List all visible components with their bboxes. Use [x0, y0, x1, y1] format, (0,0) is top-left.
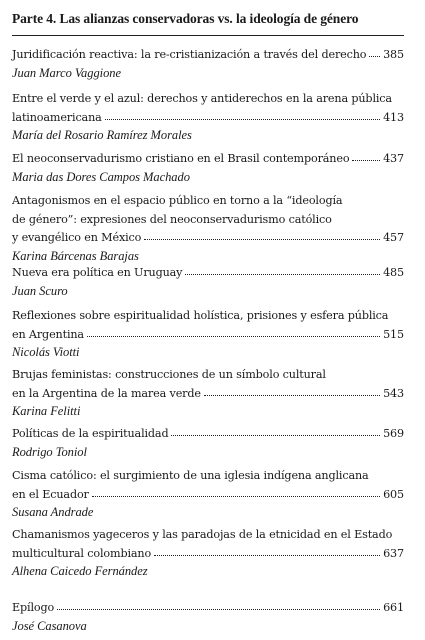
toc-entry[interactable]: [12, 46, 404, 81]
title-line: Epílogo 661: [12, 599, 404, 618]
entry-author: Rodrigo Toniol: [12, 444, 87, 459]
title-line: en el Ecuador 605: [12, 486, 404, 505]
entry-author: Karina Felitti: [12, 404, 81, 418]
page-number: 661: [383, 601, 404, 614]
entry-title: [12, 90, 404, 127]
title-line: Reflexiones sobre espiritualidad holística, prisiones y esfera pública: [12, 309, 389, 322]
entry-title: [12, 526, 404, 563]
page-number: 385: [383, 48, 404, 61]
entry-title: [12, 192, 404, 248]
entry-author: Maria das Dores Campos Machado: [12, 169, 190, 184]
page-number: 437: [383, 152, 404, 165]
heading-divider: [12, 35, 404, 36]
entry-title: [12, 150, 404, 169]
dot-leader: [204, 394, 380, 396]
title-line: Chamanismos yageceros y las paradojas de la etnicidad en el Estado: [12, 528, 393, 541]
dot-leader: [144, 238, 380, 240]
entry-author: María del Rosario Ramírez Morales: [12, 128, 192, 142]
title-line: Políticas de la espiritualidad 569: [12, 425, 404, 444]
dot-leader: [369, 55, 380, 57]
title-line: Entre el verde y el azul: derechos y antiderechos en la arena pública: [12, 92, 392, 105]
entry-author: Juan Scuro: [12, 283, 68, 298]
toc-entry[interactable]: [12, 366, 404, 419]
toc-entry[interactable]: [12, 467, 404, 520]
entry-author: Alhena Caicedo Fernández: [12, 564, 148, 578]
page-number: 543: [383, 386, 404, 400]
title-line: latinoamericana 413: [12, 109, 404, 128]
entry-author: Susana Andrade: [12, 505, 94, 519]
toc-entry[interactable]: [12, 90, 404, 143]
dot-leader: [154, 554, 380, 556]
dot-leader: [352, 159, 380, 161]
title-line: Juridificación reactiva: la re-cristianización a través del derecho 385: [12, 46, 404, 65]
toc-entry[interactable]: [12, 192, 404, 264]
title-line: Nueva era política en Uruguay 485: [12, 264, 404, 283]
title-line: en Argentina 515: [12, 326, 404, 345]
entry-title: [12, 425, 404, 444]
toc-entry[interactable]: [12, 307, 404, 360]
entry-title: [12, 467, 404, 504]
title-line: multicultural colombiano 637: [12, 545, 404, 564]
entry-title: [12, 307, 404, 344]
toc-entry[interactable]: [12, 526, 404, 579]
toc-entry[interactable]: [12, 264, 404, 299]
toc-entry[interactable]: [12, 425, 404, 460]
page-number: 457: [383, 231, 404, 244]
page-number: 515: [383, 327, 404, 341]
dot-leader: [92, 495, 380, 497]
entry-author: José Casanova: [12, 618, 87, 633]
entry-title: [12, 599, 404, 618]
dot-leader: [185, 273, 380, 275]
title-line: y evangélico en México 457: [12, 229, 404, 248]
entry-author: Nicolás Viotti: [12, 345, 80, 359]
entry-title: [12, 264, 404, 283]
part-heading: Parte 4. Las alianzas conservadoras vs. la ideología de género: [12, 11, 359, 26]
dot-leader: [87, 335, 380, 337]
entry-author: Juan Marco Vaggione: [12, 65, 121, 80]
entry-author: Karina Bárcenas Barajas: [12, 248, 139, 263]
title-line: Brujas feministas: construcciones de un símbolo cultural: [12, 368, 326, 381]
title-line: Cisma católico: el surgimiento de una iglesia indígena anglicana: [12, 469, 369, 482]
title-line: de género”: expresiones del neoconservadurismo católico: [12, 212, 332, 226]
dot-leader: [105, 118, 380, 120]
entry-title: [12, 366, 404, 403]
dot-leader: [171, 434, 380, 436]
entry-title: [12, 46, 404, 65]
page-number: 485: [383, 266, 404, 279]
title-line: en la Argentina de la marea verde 543: [12, 385, 404, 404]
page-number: 605: [383, 487, 404, 501]
title-line: Antagonismos en el espacio público en torno a la “ideología: [12, 194, 343, 207]
toc-entry-epilogue[interactable]: [12, 599, 404, 634]
dot-leader: [57, 608, 380, 610]
page-number: 637: [383, 546, 404, 560]
page-number: 413: [383, 110, 404, 124]
toc-entry[interactable]: [12, 150, 404, 185]
page-number: 569: [383, 427, 404, 440]
title-line: El neoconservadurismo cristiano en el Brasil contemporáneo 437: [12, 150, 404, 169]
